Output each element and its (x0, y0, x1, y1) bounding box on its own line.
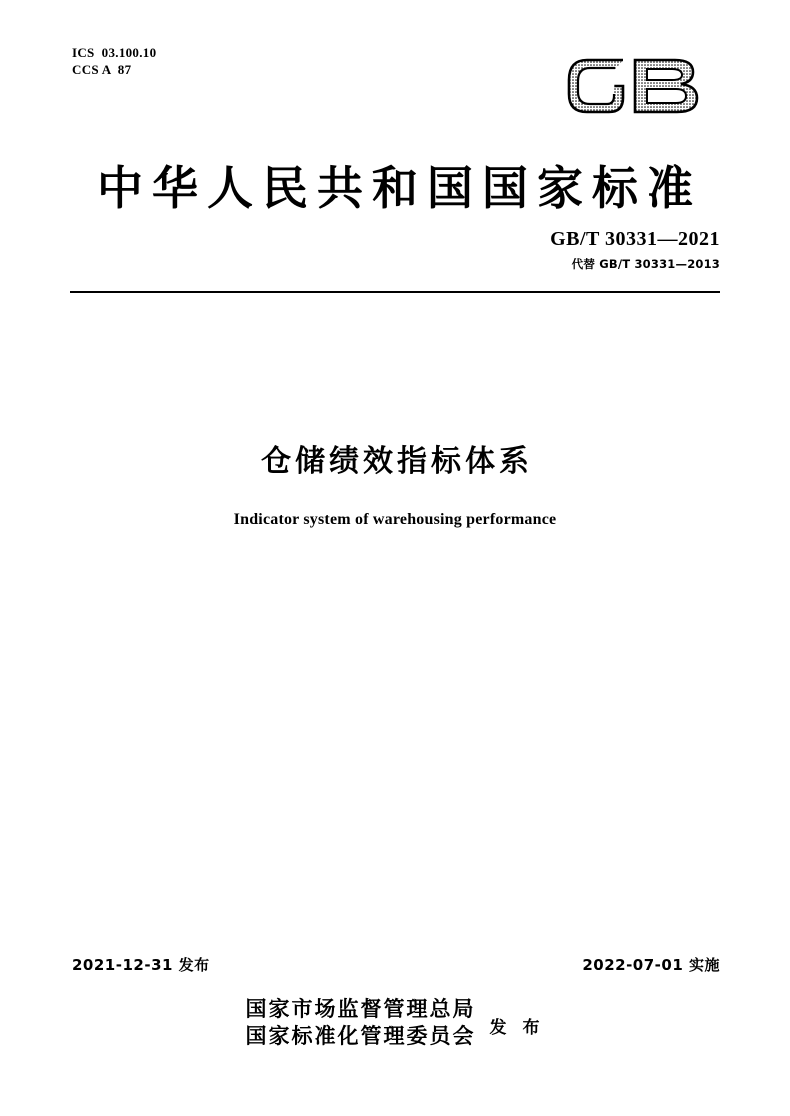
standard-replaces: 代替 GB/T 30331—2013 (571, 257, 720, 271)
standard-number: GB/T 30331—2021 (550, 228, 720, 250)
ics-code: ICS 03.100.10 (72, 45, 157, 60)
document-title-chinese: 仓储绩效指标体系 (261, 444, 533, 479)
issuer-line-1: 国家市场监督管理总局 (245, 997, 476, 1021)
issue-verb: 发 布 (489, 1017, 545, 1038)
classification-block (72, 44, 156, 78)
issuer-names (246, 996, 476, 1050)
issue-date: 2021-12-31 发布 (72, 956, 210, 974)
issuer-line-2: 国家标准化管理委员会 (245, 1024, 476, 1048)
issuing-authorities (0, 996, 790, 1050)
document-title-english: Indicator system of warehousing performance (233, 511, 557, 528)
gb-emblem-icon (557, 46, 722, 126)
national-standard-title: 中华人民共和国国家标准 (97, 161, 702, 215)
ccs-code: CCS A 87 (72, 62, 132, 77)
header-divider (70, 291, 720, 293)
implementation-date: 2022-07-01 实施 (582, 956, 720, 974)
